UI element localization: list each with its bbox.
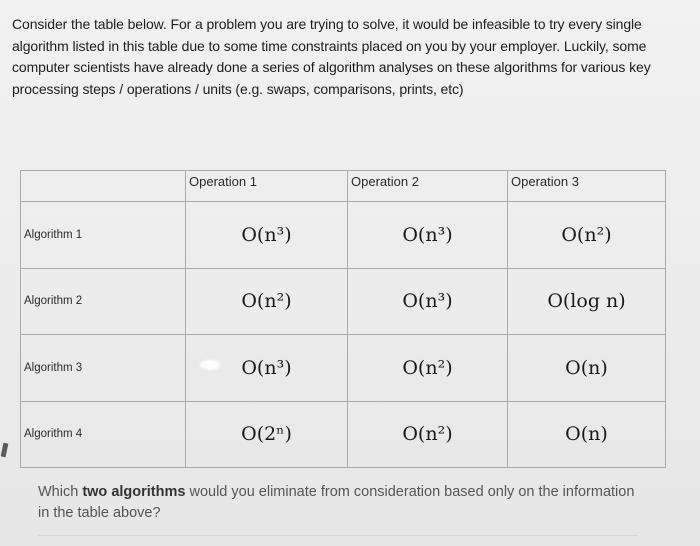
table-row [21,401,666,468]
header-corner [21,171,186,202]
complexity-cell: O(n²) [348,335,508,402]
question-text: Which two algorithms would you eliminate from consideration based only on the information in the table above? [38,484,635,521]
table-row [21,268,666,335]
complexity-cell: O(n³) [186,202,348,269]
complexity-cell: O(log n) [508,268,666,335]
header-label: Operation 2 [351,174,419,189]
table-header-row [21,171,666,202]
header-operation-2 [348,171,508,202]
complexity-cell: O(n³) [348,202,508,269]
complexity-table-container [20,170,665,467]
row-label: Algorithm 4 [21,401,186,468]
complexity-table [20,170,666,468]
header-label: Operation 3 [511,174,579,189]
row-label: Algorithm 1 [21,202,186,269]
header-label: Operation 1 [189,174,257,189]
header-operation-1 [186,171,348,202]
complexity-cell: O(n²) [348,401,508,468]
complexity-cell: O(n) [508,335,666,402]
table-row [21,202,666,269]
table-row [21,335,666,402]
complexity-cell: O(2ⁿ) [186,401,348,468]
row-label: Algorithm 2 [21,268,186,335]
answer-divider [38,535,638,536]
question-emphasis: two algorithms [82,484,186,500]
complexity-cell: O(n³) [348,268,508,335]
complexity-cell: O(n) [508,401,666,468]
header-operation-3 [508,171,666,202]
screen-edge-mark [1,443,9,458]
screen-glare [200,360,220,370]
row-label: Algorithm 3 [21,335,186,402]
intro-paragraph: Consider the table below. For a problem you are trying to solve, it would be infeasible to try every single algorithm listed in this table due to some time constraints placed on you by your employer. Luckily, some computer scientists have already done a series of algorithm analyses on these algorithms for various key processing steps / operations / units (e.g. swaps, comparisons, prints, etc) [12,16,651,97]
complexity-cell: O(n²) [186,268,348,335]
complexity-cell: O(n³) [186,335,348,402]
complexity-cell: O(n²) [508,202,666,269]
